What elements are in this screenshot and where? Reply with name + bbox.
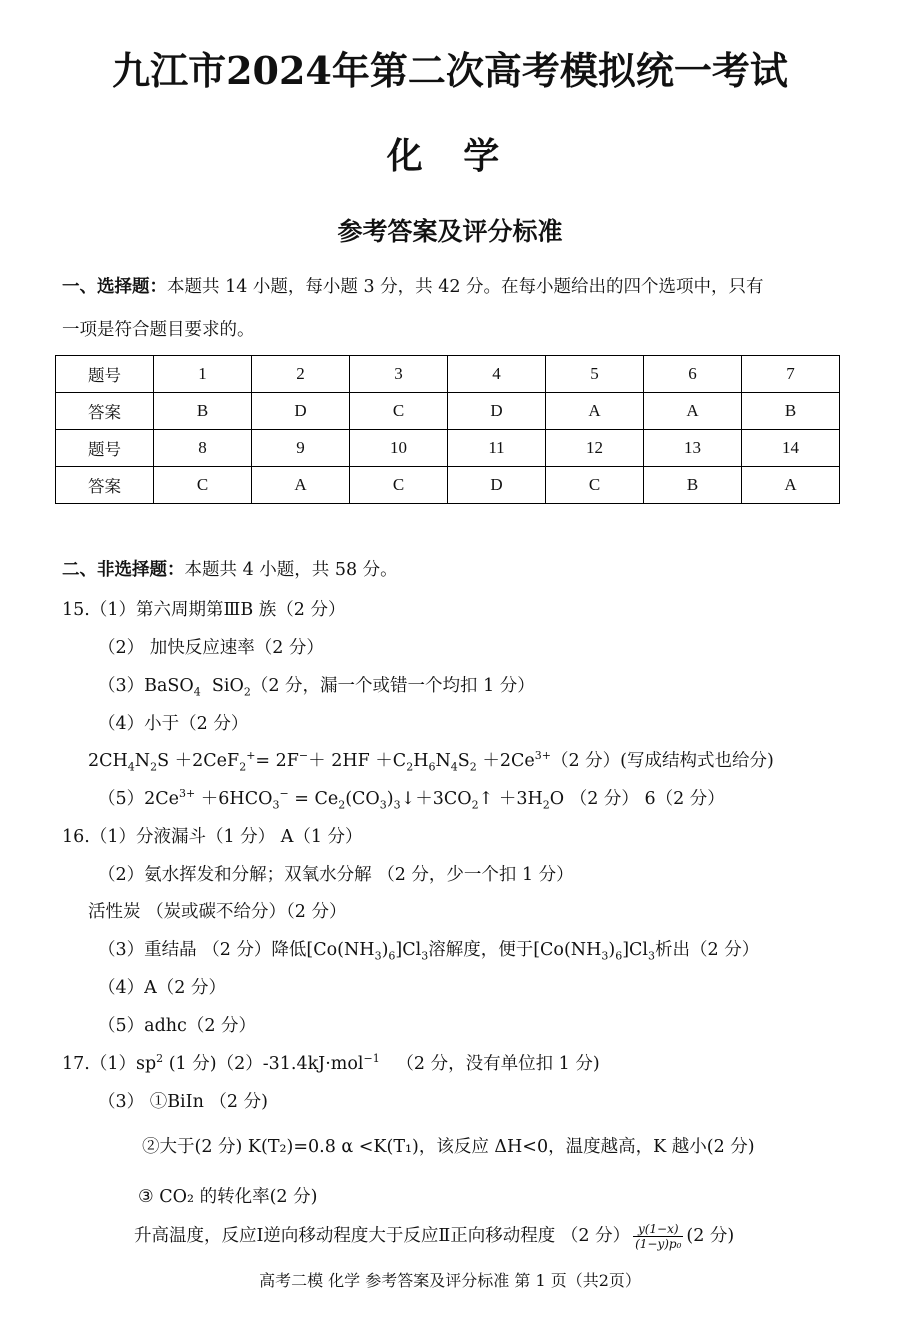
- subject-title: 化 学: [386, 135, 514, 177]
- table-cell: B: [154, 393, 252, 430]
- section2-label: 二、非选择题：: [62, 560, 185, 580]
- table-row-header: 题号: [56, 356, 154, 393]
- table-cell: 8: [154, 430, 252, 467]
- q16-line5: （4）A（2 分）: [98, 978, 226, 998]
- table-cell: 3: [350, 356, 448, 393]
- q16-line1: 16.（1）分液漏斗（1 分） A（1 分）: [62, 827, 363, 847]
- table-cell: D: [252, 393, 350, 430]
- q15-line4: （4）小于（2 分）: [98, 714, 249, 734]
- table-cell: A: [252, 467, 350, 504]
- answer-table: [55, 355, 840, 504]
- table-cell: 5: [546, 356, 644, 393]
- table-cell: 1: [154, 356, 252, 393]
- table-cell: 12: [546, 430, 644, 467]
- q16-line4: （3）重结晶 （2 分）降低$[Co(NH_3)_6]Cl_3$溶解度，便于$[Co(NH_3)_6]Cl_3$析出（2 分）: [98, 940, 760, 963]
- q17-line5: 升高温度，反应Ⅰ逆向移动程度大于反应Ⅱ正向移动程度 （2 分） $\frac{y(1-x)}{\text{(1−y)p₀}}$ (2 分): [134, 1222, 735, 1251]
- table-row: [56, 393, 840, 430]
- table-cell: C: [350, 393, 448, 430]
- section1-text2: 一项是符合题目要求的。: [62, 320, 255, 340]
- table-cell: A: [644, 393, 742, 430]
- table-row: [56, 356, 840, 393]
- section1-text1: 本题共 14 小题，每小题 3 分，共 42 分。在每小题给出的四个选项中，只有: [167, 277, 764, 297]
- table-cell: 10: [350, 430, 448, 467]
- q16-line2: （2）氨水挥发和分解；双氧水分解 （2 分，少一个扣 1 分）: [98, 865, 574, 885]
- q15-equation1: $2CH_4N_2S +2CeF_2^+= 2F^-+ 2HF +C_2H_6N_4S_2 +2Ce^{3+}(2$ 分）(写成结构式也给分): [88, 749, 774, 774]
- table-cell: 14: [742, 430, 840, 467]
- q17-line3: ②大于(2 分) K(T₂)=0.8 α <K(T₁)，该反应 ΔH<0，温度越高，K 越小(2 分): [142, 1137, 755, 1157]
- table-cell: A: [742, 467, 840, 504]
- answer-key-title: 参考答案及评分标准: [337, 217, 563, 246]
- table-row: [56, 467, 840, 504]
- q16-line3: 活性炭 （炭或碳不给分）（2 分）: [88, 902, 347, 922]
- q15-equation2: $(5)2Ce^{3+} +6HCO_3^-$ = $Ce_2(CO_3)_3↓+3CO_2↑ +3H_2O$ （2 分） 6（2 分）: [98, 787, 725, 812]
- page-footer: 高考二模 化学 参考答案及评分标准 第 1 页（共2页）: [259, 1271, 641, 1290]
- table-cell: B: [742, 393, 840, 430]
- table-cell: C: [154, 467, 252, 504]
- q15-line3: （3）BaSO$_4$ SiO$_2$（2 分，漏一个或错一个均扣 1 分）: [98, 676, 535, 699]
- q16-line6: （5）adhc（2 分）: [98, 1016, 257, 1036]
- q17-line1: $17.(1)sp^2$ (1 分)（2）-31.4kJ·mol$^{-1}$ （2 分，没有单位扣 1 分): [62, 1052, 600, 1074]
- table-row: [56, 430, 840, 467]
- section1-label: 一、选择题：: [62, 277, 167, 297]
- q17-line4: ③ CO₂ 的转化率(2 分): [138, 1187, 318, 1207]
- kp-fraction: $\frac{y(1-x)}{\text{(1−y)p₀}}$: [635, 1222, 682, 1251]
- table-cell: 4: [448, 356, 546, 393]
- table-row-header: 答案: [56, 467, 154, 504]
- table-cell: A: [546, 393, 644, 430]
- table-cell: B: [644, 467, 742, 504]
- table-cell: 6: [644, 356, 742, 393]
- table-cell: 2: [252, 356, 350, 393]
- table-cell: D: [448, 393, 546, 430]
- table-cell: 9: [252, 430, 350, 467]
- exam-title: 九江市2024年第二次高考模拟统一考试: [112, 48, 788, 93]
- q17-line2: （3） ①BiIn （2 分): [98, 1092, 268, 1112]
- q15-line1: 15.（1）第六周期第ⅢB 族（2 分）: [62, 600, 346, 620]
- table-cell: 7: [742, 356, 840, 393]
- table-cell: 13: [644, 430, 742, 467]
- table-cell: 11: [448, 430, 546, 467]
- q15-line2: （2） 加快反应速率（2 分）: [98, 638, 324, 658]
- section1-intro: [62, 273, 764, 298]
- section2-intro: [62, 556, 398, 581]
- table-row-header: 题号: [56, 430, 154, 467]
- table-cell: D: [448, 467, 546, 504]
- table-cell: C: [350, 467, 448, 504]
- table-row-header: 答案: [56, 393, 154, 430]
- table-cell: C: [546, 467, 644, 504]
- section2-text: 本题共 4 小题，共 58 分。: [184, 560, 398, 580]
